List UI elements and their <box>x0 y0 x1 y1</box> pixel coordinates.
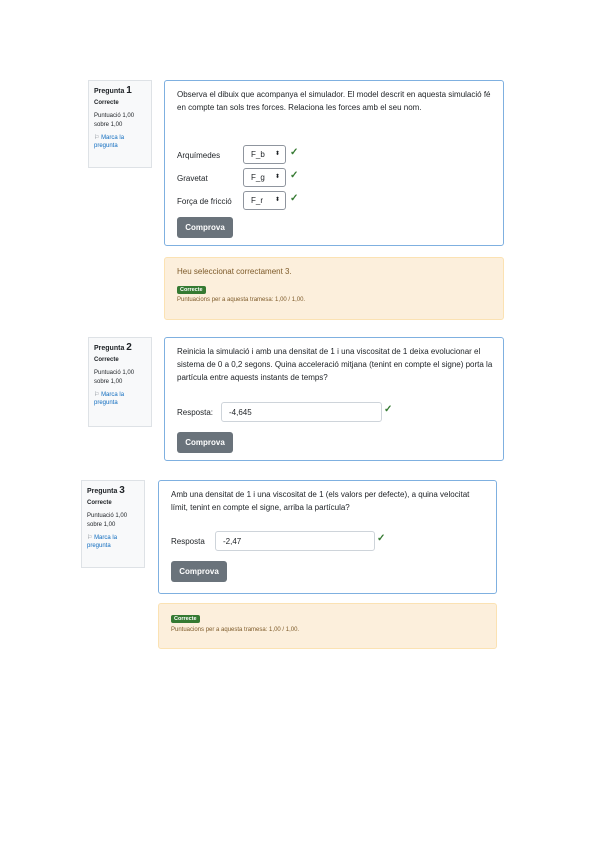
question-text: Amb una densitat de 1 i una viscositat de 1 (els valors per defecte), a quina velocitat límit, tenint en compte el signe, arriba la partícula? <box>171 490 470 512</box>
answer-input[interactable]: -4,645 <box>221 402 382 422</box>
question-number: Pregunta 3 <box>87 485 125 496</box>
check-icon: ✓ <box>290 193 299 204</box>
question-grade: Puntuació 1,00 sobre 1,00 <box>87 513 128 528</box>
check-button[interactable]: Comprova <box>177 432 233 453</box>
match-select-archimedes[interactable]: F_b ⬍ <box>243 145 286 164</box>
question-text: Reinicia la simulació i amb una densitat de 1 i una viscositat de 1 deixa evolucionar el sistema de 0 a 0,2 segons. Quina acceleració mitjana (tenint en compte el signe) porta la partícula entre aquests instants de temps? <box>177 347 493 382</box>
question-content-1 <box>164 80 504 246</box>
match-label-archimedes: Arquímedes <box>177 151 221 160</box>
check-icon: ✓ <box>290 170 299 181</box>
question-number: Pregunta 2 <box>94 342 132 353</box>
feedback-grade: Puntuacions per a aquesta tramesa: 1,00 / 1,00. <box>177 297 306 303</box>
check-icon: ✓ <box>384 404 393 415</box>
match-label-friction: Força de fricció <box>177 197 232 206</box>
question-grade: Puntuació 1,00 sobre 1,00 <box>94 370 135 385</box>
question-state: Correcte <box>94 100 119 106</box>
match-select-gravity[interactable]: F_g ⬍ <box>243 168 286 187</box>
feedback-box-1 <box>164 257 504 320</box>
question-text: Observa el dibuix que acompanya el simulador. El model descrit en aquesta simulació fé en compte tan sols tres forces. Relaciona les forces amb el seu nom. <box>177 90 491 112</box>
feedback-grade: Puntuacions per a aquesta tramesa: 1,00 / 1,00. <box>171 627 300 633</box>
match-select-friction[interactable]: F_r ⬍ <box>243 191 286 210</box>
status-badge: Correcte <box>171 615 200 623</box>
question-content-3 <box>158 480 497 594</box>
question-state: Correcte <box>94 357 119 363</box>
flag-icon: ⚐ <box>87 535 93 541</box>
chevron-updown-icon: ⬍ <box>274 174 280 180</box>
question-number: Pregunta 1 <box>94 85 132 96</box>
answer-input[interactable]: -2,47 <box>215 531 375 551</box>
status-badge: Correcte <box>177 286 206 294</box>
feedback-message: Heu seleccionat correctament 3. <box>177 267 292 276</box>
feedback-box-3 <box>158 603 497 649</box>
flag-question-link[interactable]: ⚐ Marca la pregunta <box>87 535 118 549</box>
check-button[interactable]: Comprova <box>177 217 233 238</box>
chevron-updown-icon: ⬍ <box>274 151 280 157</box>
answer-label: Resposta: <box>177 408 214 417</box>
answer-label: Resposta <box>171 537 205 546</box>
check-button[interactable]: Comprova <box>171 561 227 582</box>
question-info-2 <box>88 337 152 427</box>
question-content-2 <box>164 337 504 461</box>
check-icon: ✓ <box>290 147 299 158</box>
flag-icon: ⚐ <box>94 392 100 398</box>
match-label-gravity: Gravetat <box>177 174 208 183</box>
question-info-3 <box>81 480 145 568</box>
flag-question-link[interactable]: ⚐ Marca la pregunta <box>94 135 125 149</box>
question-state: Correcte <box>87 500 112 506</box>
flag-question-link[interactable]: ⚐ Marca la pregunta <box>94 392 125 406</box>
question-grade: Puntuació 1,00 sobre 1,00 <box>94 113 135 128</box>
check-icon: ✓ <box>377 533 386 544</box>
chevron-updown-icon: ⬍ <box>274 197 280 203</box>
flag-icon: ⚐ <box>94 135 100 141</box>
question-info-1 <box>88 80 152 168</box>
